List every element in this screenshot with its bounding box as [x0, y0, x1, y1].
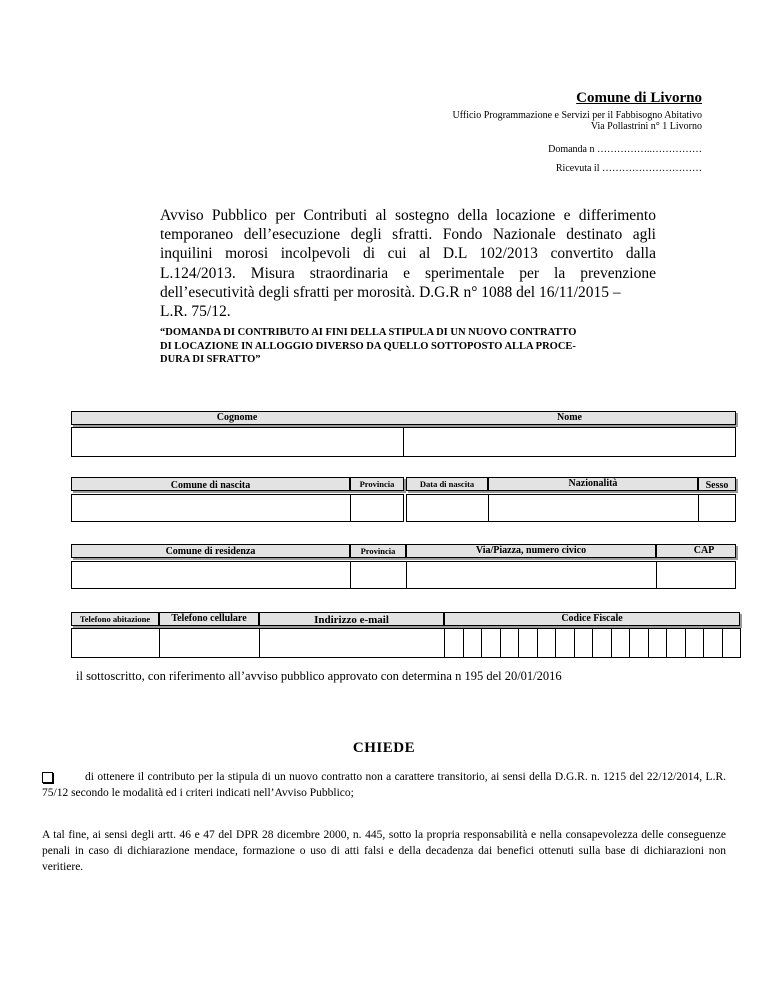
codice-fiscale-label: Codice Fiscale [561, 613, 623, 624]
tel-abitazione-field[interactable] [71, 628, 160, 658]
avviso-text-last: L.R. 75/12. [160, 303, 231, 321]
comune-title: Comune di Livorno [576, 90, 702, 106]
nome-field[interactable] [403, 427, 736, 457]
codice-fiscale-char-cell[interactable] [685, 628, 705, 658]
domanda-title-line: DURA DI SFRATTO” [160, 354, 261, 365]
ricevuta-date: Ricevuta il ………………………… [555, 163, 702, 174]
sottoscritto-text: il sottoscritto, con riferimento all’avviso pubblico approvato con determina n 195 del 20/01/2016 [76, 669, 562, 683]
avviso-paragraph [160, 206, 656, 321]
codice-fiscale-char-cell[interactable] [444, 628, 464, 658]
via-label: Via/Piazza, numero civico [475, 545, 587, 556]
codice-fiscale-char-cell[interactable] [592, 628, 612, 658]
codice-fiscale-char-cell[interactable] [555, 628, 575, 658]
domanda-title [160, 326, 680, 367]
codice-fiscale-char-cell[interactable] [703, 628, 723, 658]
provincia-residenza-label: Provincia [360, 546, 396, 556]
sesso-field[interactable] [698, 494, 736, 522]
domanda-number: Domanda n ……………..…………… [548, 144, 702, 155]
email-label: Indirizzo e-mail [314, 614, 389, 626]
cognome-label: Cognome [216, 412, 258, 423]
codice-fiscale-char-cell[interactable] [518, 628, 538, 658]
office-address: Via Pollastrini n° 1 Livorno [590, 121, 702, 132]
chiede-text: di ottenere il contributo per la stipula di un nuovo contratto non a carattere transitorio, ai sensi della D.G.R. n. 1215 del 22/12/2014, L.R. 75/12 secondo le modalità ed i criteri indicati nell’Avviso Pubblico; [42, 771, 726, 799]
provincia-label: Provincia [359, 479, 395, 489]
dichiarazione-text: A tal fine, ai sensi degli artt. 46 e 47 del DPR 28 dicembre 2000, n. 445, sotto la propria responsabilità e nella consapevolezza delle conseguenze penali in caso di dichiarazione mendace, formazione o uso di atti falsi e della decadenza dai benefici ottenuti sulla base di dichiarazioni non veritiere. [42, 829, 726, 873]
codice-fiscale-char-cell[interactable] [648, 628, 668, 658]
domanda-title-line: DI LOCAZIONE IN ALLOGGIO DIVERSO DA QUELLO SOTTOPOSTO ALLA PROCE- [160, 340, 576, 352]
tel-cellulare-label: Telefono cellulare [171, 613, 247, 624]
via-field[interactable] [406, 561, 657, 589]
codice-fiscale-char-cell[interactable] [574, 628, 594, 658]
codice-fiscale-char-cell[interactable] [611, 628, 631, 658]
comune-residenza-field[interactable] [71, 561, 351, 589]
cap-field[interactable] [656, 561, 736, 589]
comune-residenza-label: Comune di residenza [165, 546, 256, 557]
domanda-title-line: “DOMANDA DI CONTRIBUTO AI FINI DELLA STIPULA DI UN NUOVO CONTRATTO [160, 327, 577, 338]
chiede-heading: CHIEDE [352, 740, 416, 756]
comune-nascita-label: Comune di nascita [170, 480, 251, 491]
comune-nascita-field[interactable] [71, 494, 351, 522]
nazionalita-label: Nazionalità [568, 478, 618, 489]
tel-abitazione-label: Telefono abitazione [79, 614, 151, 624]
codice-fiscale-char-cell[interactable] [481, 628, 501, 658]
tel-cellulare-field[interactable] [159, 628, 260, 658]
codice-fiscale-char-cell[interactable] [463, 628, 483, 658]
data-nascita-field[interactable] [406, 494, 489, 522]
sesso-label: Sesso [705, 480, 729, 491]
codice-fiscale-char-cell[interactable] [629, 628, 649, 658]
nome-label: Nome [557, 412, 582, 423]
codice-fiscale-char-cell[interactable] [537, 628, 557, 658]
avviso-text: Avviso Pubblico per Contributi al sostegno della locazione e differimento temporaneo dell’esecuzione degli sfratti. Fondo Nazionale destinato agli inquilini morosi incolpevoli di cui al D.L 102/2013 convertito dalla L.124/2013. Misura straordinaria e sperimentale per la prevenzione dell’esecutività degli sfratti per morosità. D.G.R n° 1088 del 16/11/2015 – [160, 207, 656, 301]
data-nascita-label: Data di nascita [419, 479, 475, 489]
office-name: Ufficio Programmazione e Servizi per il Fabbisogno Abitativo [452, 110, 702, 121]
cognome-field[interactable] [71, 427, 404, 457]
email-field[interactable] [259, 628, 445, 658]
codice-fiscale-char-cell[interactable] [666, 628, 686, 658]
codice-fiscale-char-cell[interactable] [500, 628, 520, 658]
nazionalita-field[interactable] [488, 494, 699, 522]
provincia-residenza-field[interactable] [350, 561, 407, 589]
provincia-nascita-field[interactable] [350, 494, 404, 522]
cap-label: CAP [693, 545, 715, 556]
codice-fiscale-char-cell[interactable] [722, 628, 742, 658]
